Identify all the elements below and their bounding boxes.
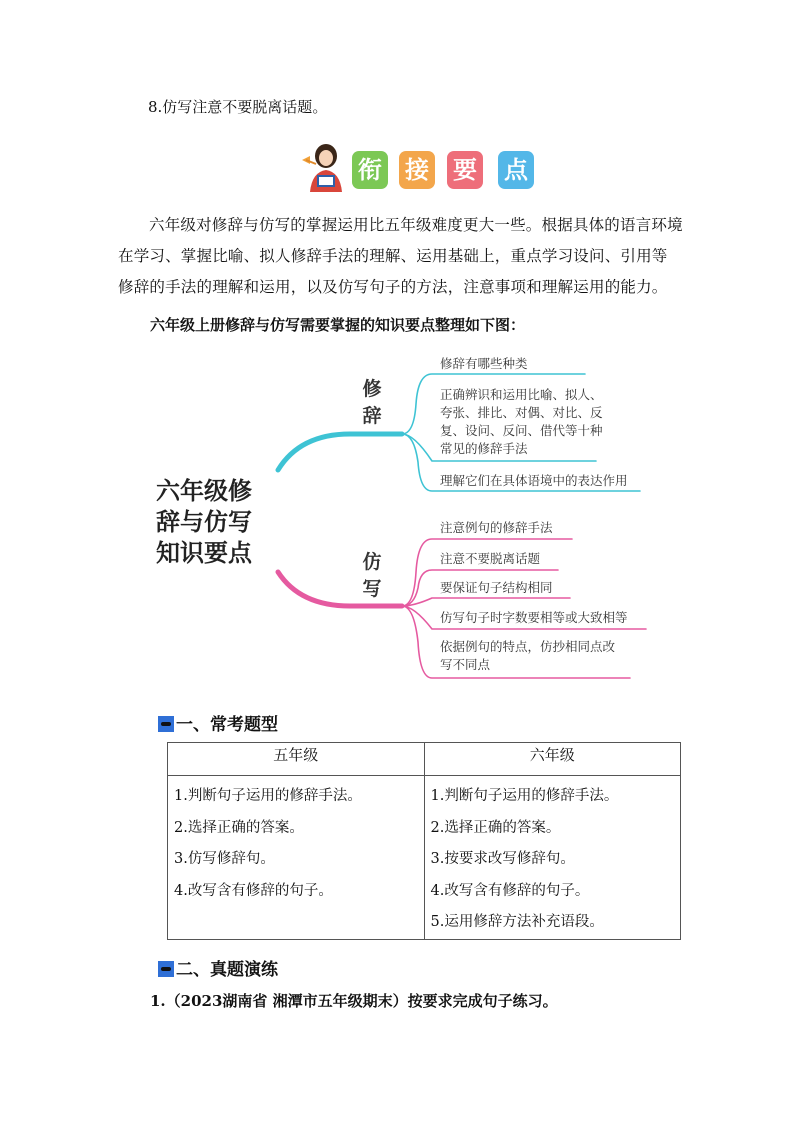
table-item: 4.改写含有修辞的句子。 bbox=[430, 882, 590, 899]
table-item: 3.按要求改写修辞句。 bbox=[430, 851, 575, 867]
table-item: 2.选择正确的答案。 bbox=[430, 819, 561, 836]
table-header-grade6: 六年级 bbox=[424, 743, 681, 776]
banner-tile-1: 衔 bbox=[352, 151, 388, 189]
table-item: 1.判断句子运用的修辞手法。 bbox=[174, 788, 362, 804]
branch1-label: 修 辞 bbox=[362, 378, 382, 427]
table-item: 5.运用修辞方法补充语段。 bbox=[430, 914, 604, 930]
branch2-leaf-4: 仿写句子时字数要相等或大致相等 bbox=[440, 610, 628, 625]
branch1-main-curve bbox=[278, 434, 402, 470]
branch2-label: 仿 写 bbox=[362, 551, 382, 600]
branch2-main-curve bbox=[278, 572, 402, 606]
section1-heading: 一、常考题型 bbox=[158, 710, 278, 735]
table-item: 2.选择正确的答案。 bbox=[174, 819, 304, 836]
branch2-leaf-1: 注意例句的修辞手法 bbox=[440, 520, 553, 535]
question-types-table bbox=[167, 742, 681, 940]
table-item: 4.改写含有修辞的句子。 bbox=[174, 882, 333, 899]
intro-line: 8.仿写注意不要脱离话题。 bbox=[148, 98, 328, 116]
banner-tile-3: 要 bbox=[447, 151, 483, 189]
table-item: 3.仿写修辞句。 bbox=[174, 851, 275, 867]
table-header-grade5: 五年级 bbox=[168, 743, 425, 776]
body-paragraph: 六年级对修辞与仿写的掌握运用比五年级难度更大一些。根据具体的语言环境在学习、掌握比喻、拟人修辞手法的理解、运用基础上，重点学习设问、引用等修辞的手法的理解和运用，以及仿写句子的方法，注意事项和理解运用的能力。 bbox=[118, 216, 683, 296]
table-cell-grade5 bbox=[168, 776, 425, 940]
question-1: 1.（2023湖南省 湘潭市五年级期末）按要求完成句子练习。 bbox=[150, 992, 558, 1010]
branch1-leaf-2: 正确辨识和运用比喻、拟人、 夸张、排比、对偶、对比、反 复、设问、反问、借代等十种 常见的修辞手法 bbox=[440, 387, 603, 456]
branch1-leaf-1: 修辞有哪些种类 bbox=[440, 356, 528, 371]
section-marker-icon bbox=[158, 716, 174, 732]
branch2-leaf-3: 要保证句子结构相同 bbox=[440, 580, 553, 595]
banner-tile-4: 点 bbox=[498, 151, 534, 189]
branch1-leaf-3: 理解它们在具体语境中的表达作用 bbox=[440, 473, 628, 488]
branch2-leaf3-line bbox=[402, 598, 570, 606]
summary-line: 六年级上册修辞与仿写需要掌握的知识要点整理如下图： bbox=[150, 316, 526, 334]
branch2-leaf-2: 注意不要脱离话题 bbox=[440, 551, 541, 566]
banner-tile-2: 接 bbox=[399, 151, 435, 189]
branch2-leaf-5: 依据例句的特点，仿抄相同点改 写不同点 bbox=[440, 639, 616, 672]
section-marker-icon bbox=[158, 961, 174, 977]
table-cell-grade6 bbox=[424, 776, 681, 940]
table-item: 1.判断句子运用的修辞手法。 bbox=[430, 788, 619, 804]
section2-heading: 二、真题演练 bbox=[158, 955, 278, 980]
mindmap-center-title: 六年级修 辞与仿写 知识要点 bbox=[156, 477, 252, 567]
